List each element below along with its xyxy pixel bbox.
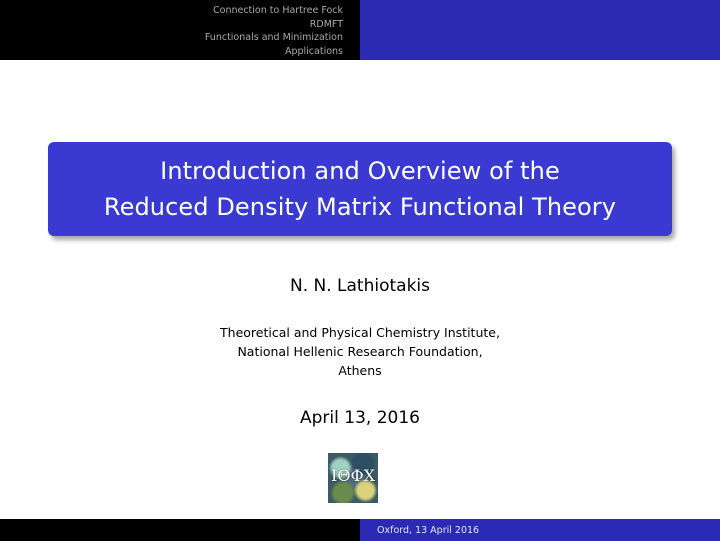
footline-text: Oxford, 13 April 2016 (377, 524, 480, 536)
nav-section-connection-hartree-fock[interactable]: Connection to Hartree Fock (213, 5, 343, 16)
title-block (48, 142, 672, 236)
section-navigation (0, 0, 360, 60)
institute-line-3: Athens (338, 363, 382, 378)
nav-section-functionals-minimization[interactable]: Functionals and Minimization (204, 32, 343, 43)
title-line-1: Introduction and Overview of the (160, 157, 560, 185)
headline-subsection-area (360, 0, 720, 60)
headline-bar (0, 0, 720, 60)
institute-line-2: National Hellenic Research Foundation, (237, 344, 483, 359)
nav-section-rdmft[interactable]: RDMFT (309, 18, 343, 30)
logo-text: ΙΘΦΧ (331, 466, 375, 485)
footline-right (360, 519, 720, 541)
institute (0, 323, 720, 380)
date: April 13, 2016 (300, 408, 420, 428)
nav-section-applications[interactable]: Applications (284, 45, 343, 57)
institute-line-1: Theoretical and Physical Chemistry Institute, (220, 325, 500, 340)
footline-bar (0, 519, 720, 541)
author: N. N. Lathiotakis (289, 276, 430, 296)
footline-left (0, 519, 360, 541)
title-line-2: Reduced Density Matrix Functional Theory (103, 193, 617, 221)
institute-logo-icon (328, 453, 378, 503)
